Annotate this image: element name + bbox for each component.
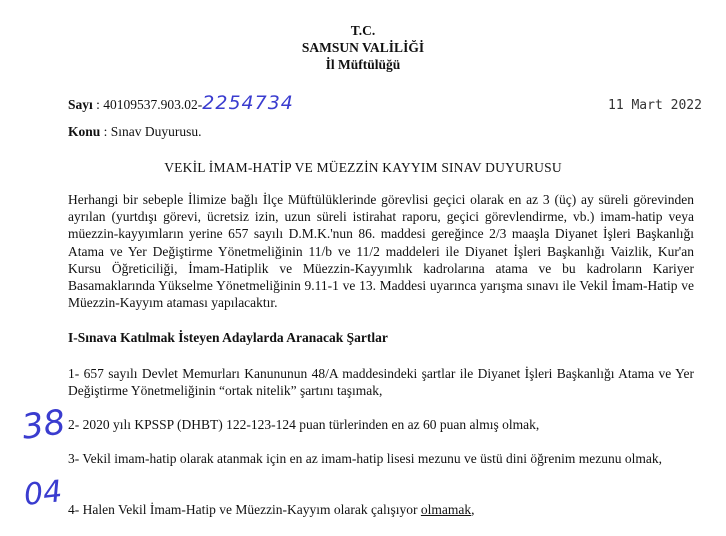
sayi-value: : 40109537.903.02- bbox=[96, 97, 203, 112]
sayi-line bbox=[68, 92, 294, 114]
margin-note-1: 38 bbox=[19, 402, 68, 448]
konu-line bbox=[68, 124, 202, 140]
header-muftuluk: İl Müftülüğü bbox=[325, 57, 401, 72]
requirement-item-2: 2- 2020 yılı KPSSP (DHBT) 122-123-124 puan türlerinden en az 60 puan almış olmak, bbox=[68, 417, 540, 432]
margin-note-2: 04 bbox=[22, 474, 64, 513]
item4-underlined: olmamak bbox=[420, 502, 472, 517]
item4-suffix: , bbox=[471, 502, 475, 517]
header-valilik: SAMSUN VALİLİĞİ bbox=[301, 40, 425, 55]
document-title: VEKİL İMAM-HATİP VE MÜEZZİN KAYYIM SINAV DUYURUSU bbox=[164, 160, 562, 175]
konu-value: : Sınav Duyurusu. bbox=[103, 124, 202, 139]
requirement-item-3: 3- Vekil imam-hatip olarak atanmak için en az imam-hatip lisesi mezunu ve üstü dini öğrenim mezunu olmak, bbox=[68, 451, 662, 466]
header-tc: T.C. bbox=[350, 23, 376, 38]
intro-paragraph: Herhangi bir sebeple İlimize bağlı İlçe Müftülüklerinde görevlisi geçici olarak en az 3 (üç) ay süreli görevinden ayrılan (yurtdışı görevi, ücretsiz izin, uzun süreli istirahat raporu, geçici görevlendirme, vb.) imam-hatip veya müezzin-kayyımların yerine 657 sayılı D.M.K.'nun 86. maddesi gereğince 2/3 maaşla Diyanet İşleri Başkanlığı Atama ve Yer Değiştirme Yönetmeliğinin 11/b ve 11/2 maddeleri ile Diyanet İşleri Başkanlığı Vaizlik, Kur'an Kursu Öğreticiliği, İmam-Hatiplik ve Müezzin-Kayyımlık kadrolarına atama ve bu kadroların Kariyer Basamaklarında Yükselme Yönetmeliğinin 9.11-1 ve 13. Maddesi uyarınca yarışma sınavı ile Vekil İmam-Hatip ve Müezzin-Kayyım ataması yapılacaktır. bbox=[68, 192, 694, 311]
konu-label: Konu bbox=[68, 124, 101, 139]
sayi-label: Sayı bbox=[68, 97, 93, 112]
section-title: I-Sınava Katılmak İsteyen Adaylarda Aranacak Şartlar bbox=[68, 330, 388, 345]
sayi-handwritten: 2254734 bbox=[202, 92, 294, 114]
requirement-item-1: 1- 657 sayılı Devlet Memurları Kanununun 48/A maddesindeki şartlar ile Diyanet İşleri Başkanlığı Atama ve Yer Değiştirme Yönetmeliğinin “ortak nitelik” şartını taşımak, bbox=[68, 366, 694, 399]
requirement-item-4 bbox=[68, 501, 694, 518]
item4-prefix: 4- Halen Vekil İmam-Hatip ve Müezzin-Kayyım olarak çalışıyor bbox=[68, 502, 421, 517]
document-date: 11 Mart 2022 bbox=[608, 98, 702, 113]
